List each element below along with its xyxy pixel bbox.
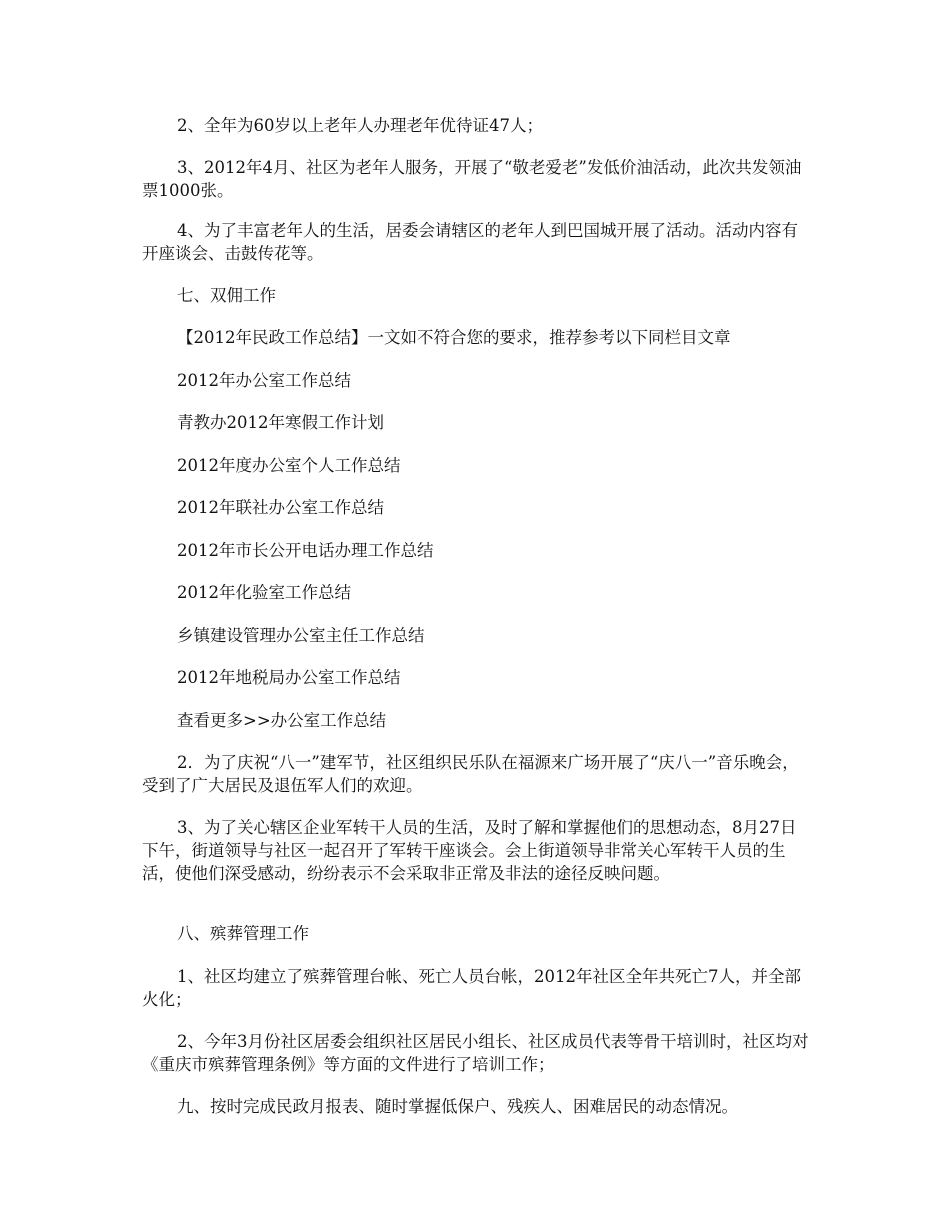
related-link[interactable]: 2012年度办公室个人工作总结 xyxy=(177,456,401,475)
related-link[interactable]: 2012年地税局办公室工作总结 xyxy=(177,668,401,687)
section-heading-9: 九、按时完成民政月报表、随时掌握低保户、残疾人、困难居民的动态情况。 xyxy=(177,1097,738,1116)
section-heading-7: 七、双佣工作 xyxy=(177,286,276,305)
more-articles-link[interactable]: 查看更多>>办公室工作总结 xyxy=(177,711,387,730)
paragraph-funeral-training: 2、今年3月份社区居委会组织社区居民小组长、社区成员代表等骨干培训时，社区均对《重庆市殡葬管理条例》等方面的文件进行了培训工作； xyxy=(142,1032,809,1074)
paragraph-army-day-concert: 2．为了庆祝“八一”建军节，社区组织民乐队在福源来广场开展了“庆八一”音乐晚会，受到了广大居民及退伍军人们的欢迎。 xyxy=(142,753,799,795)
related-articles-intro: 【2012年民政工作总结】一文如不符合您的要求，推荐参考以下同栏目文章 xyxy=(177,328,731,347)
paragraph-veterans-meeting: 3、为了关心辖区企业军转干人员的生活，及时了解和掌握他们的思想动态，8月27日下午，街道领导与社区一起召开了军转干座谈会。会上街道领导非常关心军转干人员的生活，使他们深受感动，纷纷表示不会采取非正常及非法的途径反映问题。 xyxy=(142,818,797,883)
related-link[interactable]: 2012年办公室工作总结 xyxy=(177,371,351,390)
related-link[interactable]: 2012年市长公开电话办理工作总结 xyxy=(177,541,434,560)
paragraph-elderly-cards: 2、全年为60岁以上老年人办理老年优待证47人； xyxy=(177,116,543,135)
related-link[interactable]: 2012年联社办公室工作总结 xyxy=(177,498,384,517)
related-link[interactable]: 青教办2012年寒假工作计划 xyxy=(177,413,384,432)
paragraph-funeral-ledger: 1、社区均建立了殡葬管理台帐、死亡人员台帐，2012年社区全年共死亡7人，并全部火化； xyxy=(142,967,801,1009)
paragraph-bagu-activity: 4、为了丰富老年人的生活，居委会请辖区的老年人到巴国城开展了活动。活动内容有开座谈会、击鼓传花等。 xyxy=(142,221,798,263)
related-link[interactable]: 乡镇建设管理办公室主任工作总结 xyxy=(177,626,425,645)
paragraph-oil-coupons: 3、2012年4月、社区为老年人服务，开展了“敬老爱老”发低价油活动，此次共发领油票1000张。 xyxy=(142,158,802,200)
related-link[interactable]: 2012年化验室工作总结 xyxy=(177,583,351,602)
section-heading-8: 八、殡葬管理工作 xyxy=(177,924,309,943)
